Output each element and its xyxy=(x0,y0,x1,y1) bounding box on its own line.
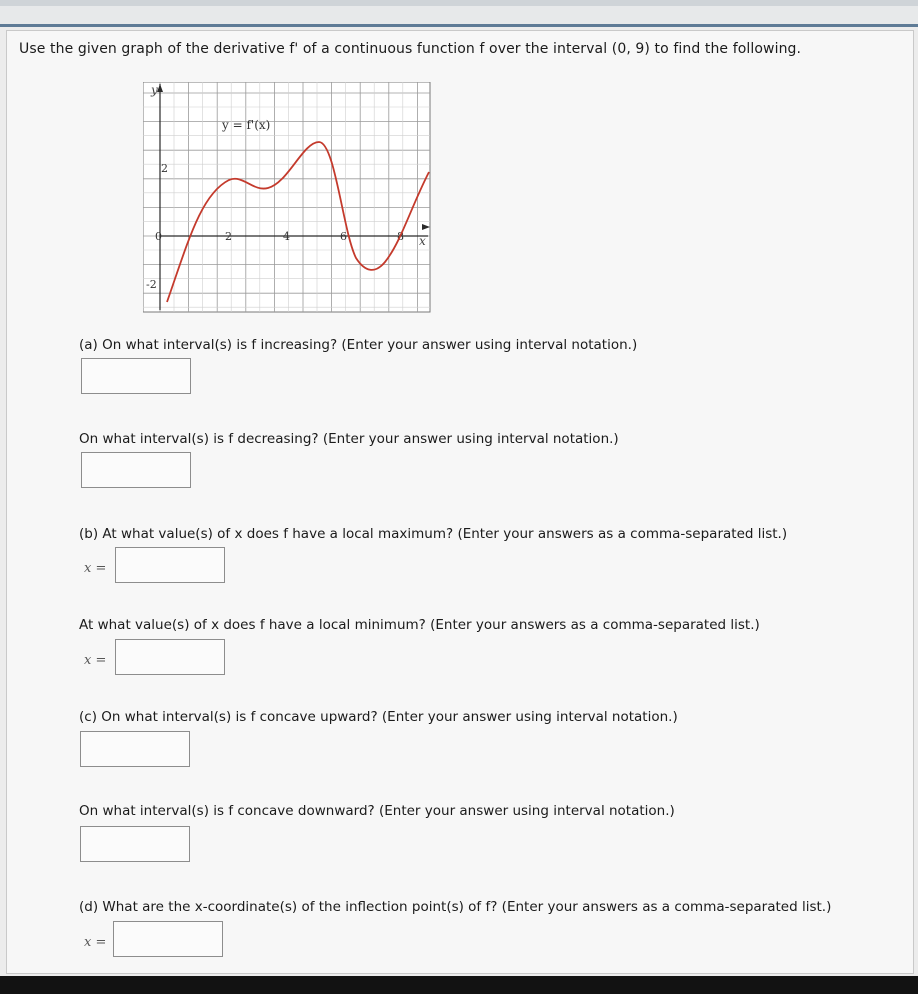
x-tick-8: 8 xyxy=(397,230,404,243)
browser-top-bar xyxy=(0,0,918,27)
answer-b-min-input[interactable] xyxy=(115,639,225,675)
answer-c-up-input[interactable] xyxy=(80,731,190,767)
screen-bezel-bottom xyxy=(0,976,918,994)
x-axis-label: x xyxy=(419,234,426,248)
x-equals-label-max: x = xyxy=(84,561,107,576)
question-a-increasing: (a) On what interval(s) is f increasing? (Enter your answer using interval notation.) xyxy=(79,337,638,353)
answer-a-increasing-input[interactable] xyxy=(81,358,191,394)
answer-c-down-input[interactable] xyxy=(80,826,190,862)
x-equals-label-inflection: x = xyxy=(84,935,107,950)
question-c-concave-down: On what interval(s) is f concave downward? (Enter your answer using interval notation.) xyxy=(79,803,675,819)
x-tick-4: 4 xyxy=(283,230,290,243)
x-tick-6: 6 xyxy=(340,230,347,243)
question-a-decreasing: On what interval(s) is f decreasing? (Enter your answer using interval notation.) xyxy=(79,431,619,447)
x-equals-label-min: x = xyxy=(84,653,107,668)
y-tick-2: 2 xyxy=(161,162,168,175)
answer-a-decreasing-input[interactable] xyxy=(81,452,191,488)
graph-frame xyxy=(143,82,430,312)
top-strip xyxy=(0,0,918,6)
question-b-max: (b) At what value(s) of x does f have a local maximum? (Enter your answers as a comma-separated list.) xyxy=(79,526,788,542)
x-tick-2: 2 xyxy=(225,230,232,243)
problem-statement: Use the given graph of the derivative f' of a continuous function f over the interval (0, 9) to find the following. xyxy=(19,41,802,57)
question-c-concave-up: (c) On what interval(s) is f concave upward? (Enter your answer using interval notation.) xyxy=(79,709,678,725)
y-tick-neg2: -2 xyxy=(146,278,157,291)
curve-label: y = f'(x) xyxy=(222,118,271,132)
derivative-graph xyxy=(143,82,433,314)
y-axis-label: y xyxy=(151,83,158,97)
question-b-min: At what value(s) of x does f have a local minimum? (Enter your answers as a comma-separated list.) xyxy=(79,617,760,633)
question-d-inflection: (d) What are the x-coordinate(s) of the inflection point(s) of f? (Enter your answers as a comma-separated list.) xyxy=(79,899,832,915)
answer-d-inflection-input[interactable] xyxy=(113,921,223,957)
answer-b-max-input[interactable] xyxy=(115,547,225,583)
x-tick-0: 0 xyxy=(155,230,162,243)
